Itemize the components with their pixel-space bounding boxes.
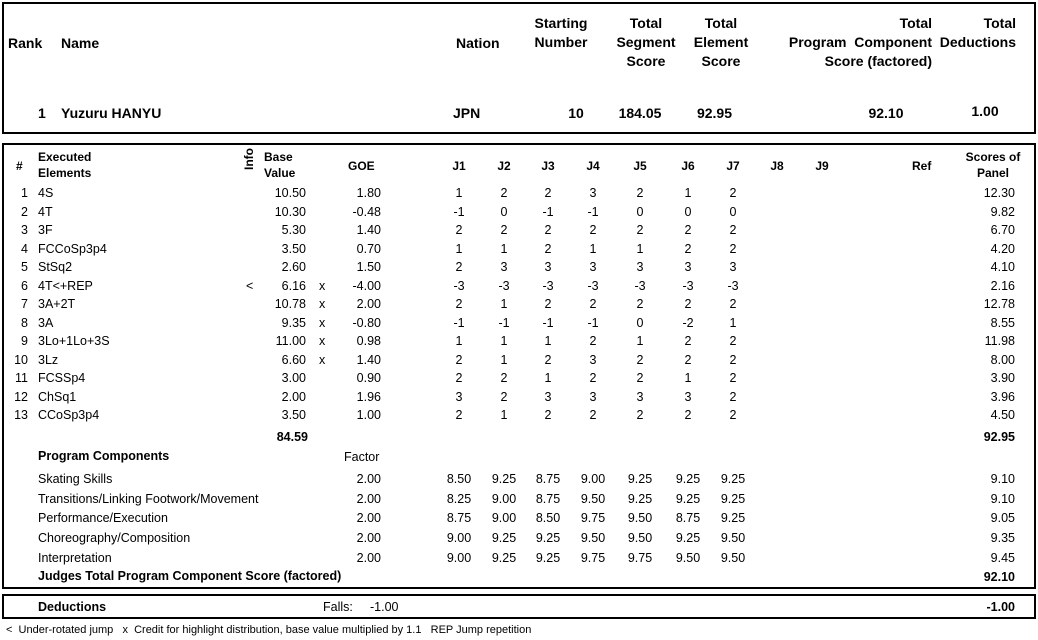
element-judge-score: -1	[453, 204, 465, 219]
element-base-value: 6.60	[281, 352, 306, 367]
element-panel-score: 4.20	[990, 241, 1015, 256]
element-judge-score: 2	[684, 223, 692, 237]
element-name: 4T	[38, 204, 53, 219]
component-judge-score: 9.50	[675, 550, 701, 565]
judge-header-3: J3	[541, 159, 555, 173]
factor-header: Factor	[344, 450, 380, 464]
component-judge-score: 9.00	[491, 511, 517, 526]
element-goe: -0.48	[352, 204, 381, 219]
element-panel-score: 3.96	[990, 389, 1015, 404]
element-panel-score: 12.78	[983, 297, 1015, 311]
element-panel-score: 4.50	[990, 408, 1015, 422]
element-goe: -4.00	[352, 278, 381, 293]
element-number: 10	[14, 352, 28, 367]
element-panel-score: 12.30	[983, 186, 1015, 200]
element-judge-score: 2	[684, 408, 692, 422]
element-base-value: 3.00	[281, 371, 306, 385]
element-judge-score: 1	[684, 186, 692, 200]
pcs-total: 92.10	[983, 570, 1015, 584]
judge-header-1: J1	[452, 159, 466, 173]
element-judge-score: 2	[455, 408, 463, 422]
element-name: StSq2	[38, 260, 73, 274]
element-judge-score: 2	[636, 408, 644, 422]
element-judge-score: 2	[544, 352, 552, 367]
judge-header-8: J8	[770, 159, 784, 173]
element-judge-score: -1	[542, 315, 554, 330]
element-judge-score: 2	[589, 223, 597, 237]
element-judge-score: 2	[544, 297, 552, 311]
element-base-value: 5.30	[281, 223, 306, 237]
element-goe: 1.96	[356, 389, 381, 404]
element-judge-score: 1	[544, 334, 552, 348]
element-judge-score: 2	[544, 408, 552, 422]
element-goe: 1.50	[356, 260, 381, 274]
element-judge-score: 3	[589, 186, 597, 200]
element-name: FCCoSp3p4	[38, 241, 107, 256]
element-number: 1	[21, 186, 28, 200]
skater-tes: 92.95	[696, 105, 733, 121]
element-panel-score: 4.10	[990, 260, 1015, 274]
element-panel-score: 2.16	[990, 278, 1015, 293]
element-judge-score: 2	[636, 371, 644, 385]
element-goe: 0.98	[356, 334, 381, 348]
element-goe: 2.00	[356, 297, 381, 311]
component-judge-score: 9.50	[720, 531, 746, 546]
scores-of-panel-header: Scores of Panel	[965, 150, 1021, 180]
component-judge-score: 9.25	[627, 491, 653, 506]
component-name: Performance/Execution	[38, 511, 168, 526]
element-judge-score: 2	[729, 186, 737, 200]
component-judge-score: 9.00	[446, 550, 472, 565]
name-header: Name	[61, 35, 100, 51]
element-number: 3	[21, 223, 28, 237]
element-goe: 1.40	[356, 223, 381, 237]
element-judge-score: 3	[589, 389, 597, 404]
element-goe: -0.80	[352, 315, 381, 330]
element-judge-score: 2	[729, 223, 737, 237]
element-name: CCoSp3p4	[38, 408, 100, 422]
pcs-total-label: Judges Total Program Component Score (factored)	[38, 569, 342, 583]
element-judge-score: 3	[589, 352, 597, 367]
rank-header: Rank	[8, 35, 43, 51]
component-factor: 2.00	[356, 531, 381, 546]
element-judge-score: -3	[727, 278, 739, 293]
base-value-total: 84.59	[276, 430, 308, 444]
element-panel-score: 11.98	[984, 334, 1015, 348]
element-number: 9	[21, 334, 28, 348]
component-judge-score: 9.75	[580, 511, 606, 526]
element-base-value: 2.00	[281, 389, 306, 404]
judge-header-6: J6	[681, 159, 695, 173]
element-name: 3A	[38, 315, 54, 330]
element-judge-score: 3	[455, 389, 463, 404]
element-judge-score: 3	[684, 260, 692, 274]
element-judge-score: 2	[636, 297, 644, 311]
component-factor: 2.00	[356, 550, 381, 565]
info-header: Info	[242, 148, 256, 170]
deductions-header: Total Deductions	[939, 15, 1016, 50]
component-judge-score: 9.25	[535, 550, 561, 565]
element-judge-score: -1	[587, 204, 599, 219]
element-judge-score: 2	[589, 334, 597, 348]
element-judge-score: 1	[500, 241, 508, 256]
element-judge-score: 1	[636, 241, 644, 256]
element-judge-score: 0	[636, 204, 644, 219]
element-info: <	[246, 278, 254, 293]
element-panel-score: 9.82	[990, 204, 1015, 219]
component-judge-score: 9.50	[627, 531, 653, 546]
element-judge-score: -3	[498, 278, 510, 293]
deductions-label: Deductions	[38, 600, 107, 614]
element-number: 6	[21, 278, 28, 293]
element-name: 3A+2T	[38, 297, 76, 311]
element-judge-score: -1	[542, 204, 554, 219]
element-judge-score: 1	[500, 297, 508, 311]
element-judge-score: 1	[500, 352, 508, 367]
component-name: Skating Skills	[38, 472, 113, 486]
program-components-title: Program Components	[38, 449, 170, 463]
component-factor: 2.00	[356, 511, 381, 526]
element-name: 3F	[38, 223, 53, 237]
element-judge-score: 2	[729, 241, 737, 256]
element-judge-score: 0	[684, 204, 692, 219]
element-judge-score: 1	[636, 334, 644, 348]
element-judge-score: 2	[544, 241, 552, 256]
element-goe: 1.40	[356, 352, 381, 367]
element-base-value: 2.60	[281, 260, 306, 274]
element-judge-score: 2	[455, 297, 463, 311]
element-base-value: 11.00	[275, 334, 306, 348]
base-value-header: Base Value	[264, 150, 296, 180]
element-judge-score: 2	[455, 260, 463, 274]
element-bonus-mark: x	[319, 278, 326, 293]
element-judge-score: 2	[636, 223, 644, 237]
element-judge-score: 1	[455, 241, 463, 256]
component-panel-score: 9.05	[990, 511, 1015, 526]
element-panel-score: 8.00	[990, 352, 1015, 367]
element-base-value: 3.50	[281, 408, 306, 422]
tss-header: Total Segment Score	[616, 15, 676, 69]
component-judge-score: 9.50	[627, 511, 653, 526]
component-judge-score: 8.75	[446, 511, 472, 526]
element-name: FCSSp4	[38, 371, 86, 385]
nation-header: Nation	[456, 35, 500, 51]
element-judge-score: 2	[589, 371, 597, 385]
component-judge-score: 9.25	[627, 472, 653, 486]
judge-header-4: J4	[586, 159, 600, 173]
element-base-value: 9.35	[281, 315, 306, 330]
component-factor: 2.00	[356, 472, 381, 486]
element-judge-score: 2	[729, 371, 737, 385]
element-goe: 1.80	[356, 186, 381, 200]
element-base-value: 10.50	[274, 186, 306, 200]
element-name: 3Lo+1Lo+3S	[38, 334, 110, 348]
component-judge-score: 8.25	[446, 491, 472, 506]
component-judge-score: 8.75	[535, 472, 561, 486]
element-goe: 1.00	[356, 408, 381, 422]
element-judge-score: 2	[636, 352, 644, 367]
element-judge-score: 1	[455, 186, 463, 200]
element-judge-score: 2	[684, 241, 692, 256]
element-number: 13	[14, 408, 28, 422]
element-judge-score: 2	[589, 408, 597, 422]
component-judge-score: 9.25	[491, 472, 517, 486]
element-number: 2	[21, 204, 28, 219]
component-judge-score: 9.25	[491, 531, 517, 546]
component-judge-score: 9.25	[720, 472, 746, 486]
executed-elements-header: Executed Elements	[38, 150, 92, 180]
component-judge-score: 9.50	[580, 531, 606, 546]
element-bonus-mark: x	[319, 334, 326, 348]
component-judge-score: 9.25	[675, 531, 701, 546]
component-judge-score: 9.75	[627, 550, 653, 565]
skater-name: Yuzuru HANYU	[61, 105, 162, 121]
element-judge-score: 1	[544, 371, 552, 385]
falls-label: Falls:	[323, 600, 353, 614]
element-judge-score: 1	[729, 315, 737, 330]
element-judge-score: 2	[636, 186, 644, 200]
component-panel-score: 9.45	[990, 550, 1015, 565]
element-judge-score: 2	[544, 186, 552, 200]
element-judge-score: 1	[500, 334, 508, 348]
skater-starting-number: 10	[568, 105, 584, 121]
component-judge-score: 9.25	[720, 491, 746, 506]
element-judge-score: 2	[589, 297, 597, 311]
component-factor: 2.00	[356, 491, 381, 506]
element-judge-score: 1	[455, 334, 463, 348]
element-judge-score: 0	[500, 204, 508, 219]
element-judge-score: 2	[500, 371, 508, 385]
element-goe: 0.90	[356, 371, 381, 385]
pcs-header: Total Program Component Score (factored)	[788, 15, 932, 69]
element-judge-score: 2	[500, 389, 508, 404]
component-panel-score: 9.10	[990, 472, 1015, 486]
skater-pcs: 92.10	[868, 105, 904, 121]
judge-header-2: J2	[497, 159, 511, 173]
element-judge-score: 3	[500, 260, 508, 274]
element-judge-score: 3	[589, 260, 597, 274]
deductions-total: -1.00	[986, 600, 1015, 614]
component-judge-score: 9.25	[491, 550, 517, 565]
element-judge-score: 1	[500, 408, 508, 422]
element-judge-score: 2	[729, 352, 737, 367]
skater-rank: 1	[38, 105, 46, 121]
component-judge-score: 8.50	[446, 472, 472, 486]
component-judge-score: 9.25	[535, 531, 561, 546]
element-number: 5	[21, 260, 28, 274]
element-judge-score: 3	[729, 260, 737, 274]
element-panel-score: 8.55	[990, 315, 1015, 330]
element-judge-score: 2	[684, 297, 692, 311]
falls-value: -1.00	[370, 600, 399, 614]
element-judge-score: -3	[682, 278, 694, 293]
component-judge-score: 9.50	[580, 491, 606, 506]
component-judge-score: 9.25	[675, 491, 701, 506]
judge-header-7: J7	[726, 159, 740, 173]
element-base-value: 3.50	[281, 241, 306, 256]
elements-score-total: 92.95	[983, 430, 1015, 444]
element-bonus-mark: x	[319, 352, 326, 367]
element-judge-score: -3	[453, 278, 465, 293]
component-judge-score: 8.75	[535, 491, 561, 506]
element-judge-score: 3	[636, 260, 644, 274]
element-judge-score: 2	[729, 334, 737, 348]
component-judge-score: 9.00	[580, 472, 606, 486]
element-number: 7	[21, 297, 28, 311]
element-judge-score: 3	[544, 260, 552, 274]
element-name: 3Lz	[38, 352, 59, 367]
element-judge-score: 2	[729, 408, 737, 422]
element-base-value: 10.30	[274, 204, 306, 219]
element-judge-score: 3	[684, 389, 692, 404]
element-judge-score: 2	[729, 389, 737, 404]
component-name: Choreography/Composition	[38, 531, 191, 546]
element-base-value: 6.16	[281, 278, 306, 293]
component-panel-score: 9.35	[990, 531, 1015, 546]
element-number: 4	[21, 241, 28, 256]
element-name: 4S	[38, 186, 54, 200]
element-judge-score: -3	[587, 278, 599, 293]
component-judge-score: 9.75	[580, 550, 606, 565]
element-name: 4T<+REP	[38, 278, 93, 293]
element-judge-score: 1	[589, 241, 597, 256]
element-judge-score: -1	[587, 315, 599, 330]
element-name: ChSq1	[38, 389, 77, 404]
component-name: Interpretation	[38, 550, 112, 565]
element-judge-score: 2	[455, 352, 463, 367]
element-judge-score: 2	[455, 223, 463, 237]
component-panel-score: 9.10	[990, 491, 1015, 506]
judge-header-5: J5	[633, 159, 647, 173]
component-judge-score: 9.25	[675, 472, 701, 486]
element-judge-score: 2	[729, 297, 737, 311]
skater-deductions: 1.00	[971, 103, 999, 119]
element-judge-score: 3	[544, 389, 552, 404]
num-header: #	[16, 159, 23, 173]
component-judge-score: 8.50	[535, 511, 561, 526]
element-bonus-mark: x	[319, 315, 326, 330]
component-name: Transitions/Linking Footwork/Movement	[38, 491, 259, 506]
element-number: 11	[15, 371, 28, 385]
tes-header: Total Element Score	[693, 15, 749, 69]
element-judge-score: 2	[684, 334, 692, 348]
element-goe: 0.70	[356, 241, 381, 256]
component-judge-score: 9.50	[720, 550, 746, 565]
element-panel-score: 6.70	[990, 223, 1015, 237]
component-judge-score: 8.75	[675, 511, 701, 526]
element-panel-score: 3.90	[990, 371, 1015, 385]
component-judge-score: 9.00	[446, 531, 472, 546]
judge-header-9: J9	[815, 159, 829, 173]
element-judge-score: 2	[500, 186, 508, 200]
element-judge-score: 1	[684, 371, 692, 385]
element-bonus-mark: x	[319, 297, 326, 311]
element-judge-score: -1	[453, 315, 465, 330]
goe-header: GOE	[348, 159, 375, 173]
deductions-box	[2, 594, 1036, 619]
element-number: 12	[14, 389, 28, 404]
component-judge-score: 9.25	[720, 511, 746, 526]
element-judge-score: 2	[544, 223, 552, 237]
component-judge-score: 9.00	[491, 491, 517, 506]
skater-tss: 184.05	[618, 105, 662, 121]
element-judge-score: -2	[682, 315, 694, 330]
element-number: 8	[21, 315, 28, 330]
element-judge-score: -3	[542, 278, 554, 293]
element-judge-score: 2	[500, 223, 508, 237]
element-judge-score: -3	[634, 278, 646, 293]
element-judge-score: -1	[498, 315, 510, 330]
element-judge-score: 0	[636, 315, 644, 330]
element-judge-score: 3	[636, 389, 644, 404]
element-base-value: 10.78	[274, 297, 306, 311]
skater-nation: JPN	[453, 105, 481, 121]
legend: < Under-rotated jump x Credit for highlight distribution, base value multiplied by 1.1 REP Jump repetition	[6, 624, 532, 636]
element-judge-score: 2	[684, 352, 692, 367]
ref-header: Ref	[912, 159, 932, 173]
element-judge-score: 0	[729, 204, 737, 219]
starting-number-header: Starting Number	[534, 15, 588, 50]
element-judge-score: 2	[455, 371, 463, 385]
